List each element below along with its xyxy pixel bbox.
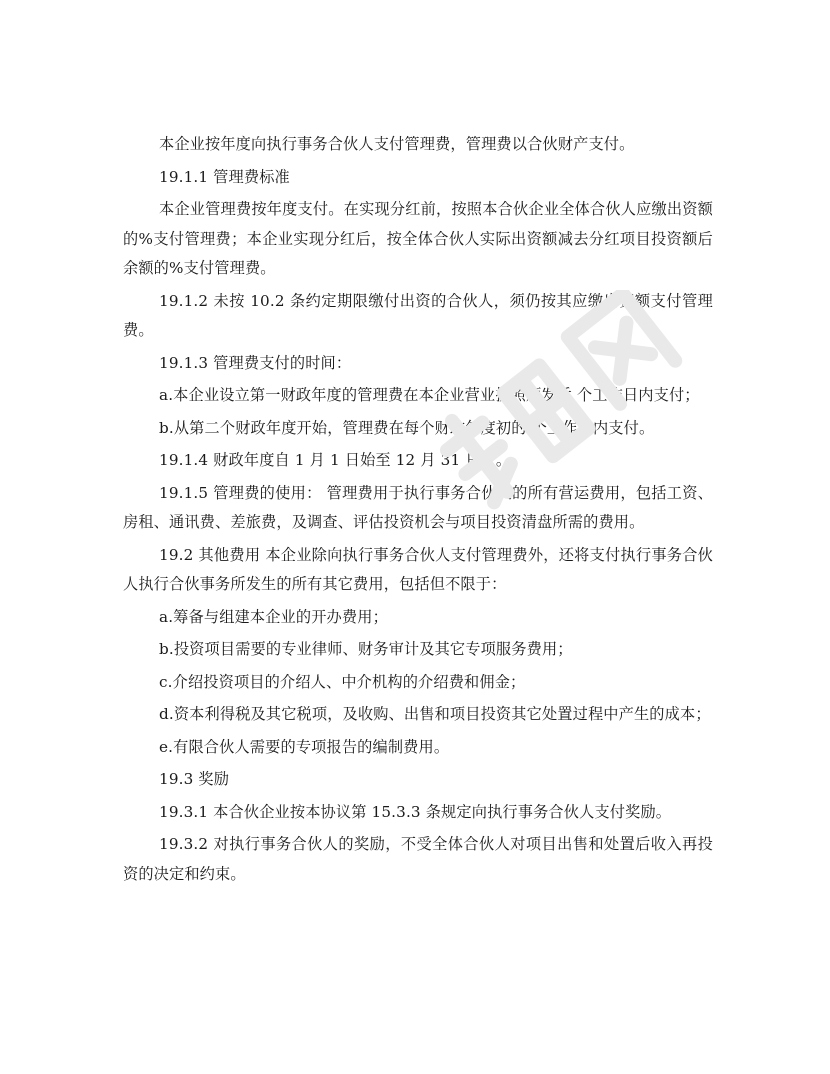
paragraph-19-1-5: 19.1.5 管理费的使用： 管理费用于执行事务合伙人的所有营运费用，包括工资、房租、通讯费、差旅费，及调查、评估投资机会与项目投资清盘所需的费用。 [123, 483, 713, 531]
heading-19-1-1: 19.1.1 管理费标准 [159, 167, 290, 186]
list-item-e-reports: e.有限合伙人需要的专项报告的编制费用。 [159, 737, 450, 756]
list-item-d-taxes: d.资本利得税及其它税项，及收购、出售和项目投资其它处置过程中产生的成本； [159, 705, 711, 723]
heading-19-3: 19.3 奖励 [159, 770, 230, 788]
list-item-c-intermediary-fees: c.介绍投资项目的介绍人、中介机构的介绍费和佣金； [159, 672, 526, 691]
paragraph-fee-standard: 本企业管理费按年度支付。在实现分红前，按照本合伙企业全体合伙人应缴出资额的%支付管理费；本企业实现分红后，按全体合伙人实际出资额减去分红项目投资额后余额的%支付管理费。 [123, 200, 713, 277]
paragraph-management-fee-intro: 本企业按年度向执行事务合伙人支付管理费，管理费以合伙财产支付。 [159, 135, 635, 153]
heading-19-1-3: 19.1.3 管理费支付的时间： [159, 353, 352, 372]
list-item-b-second-year: b.从第二个财政年度开始，管理费在每个财政年度初的 个工作日内支付。 [159, 418, 655, 437]
paragraph-19-3-1: 19.3.1 本合伙企业按本协议第 15.3.3 条规定向执行事务合伙人支付奖励。 [159, 802, 672, 821]
paragraph-19-1-2: 19.1.2 未按 10.2 条约定期限缴付出资的合伙人，须仍按其应缴出资额支付管理费。 [123, 291, 713, 339]
paragraph-19-3-2: 19.3.2 对执行事务合伙人的奖励，不受全体合伙人对项目出售和处置后收入再投资的决定和约束。 [123, 835, 713, 883]
paragraph-19-2: 19.2 其他费用 本企业除向执行事务合伙人支付管理费外，还将支付执行事务合伙人执行合伙事务所发生的所有其它费用，包括但不限于： [123, 545, 713, 593]
paragraph-19-1-4: 19.1.4 财政年度自 1 月 1 日始至 12 月 31 日止。 [159, 451, 512, 469]
list-item-a-setup-cost: a.筹备与组建本企业的开办费用； [159, 607, 388, 626]
document-body [123, 130, 713, 892]
list-item-b-professional-services: b.投资项目需要的专业律师、财务审计及其它专项服务费用； [159, 640, 573, 658]
list-item-a-first-year: a.本企业设立第一财政年度的管理费在本企业营业执照颁发后 个工作日内支付； [159, 386, 700, 404]
